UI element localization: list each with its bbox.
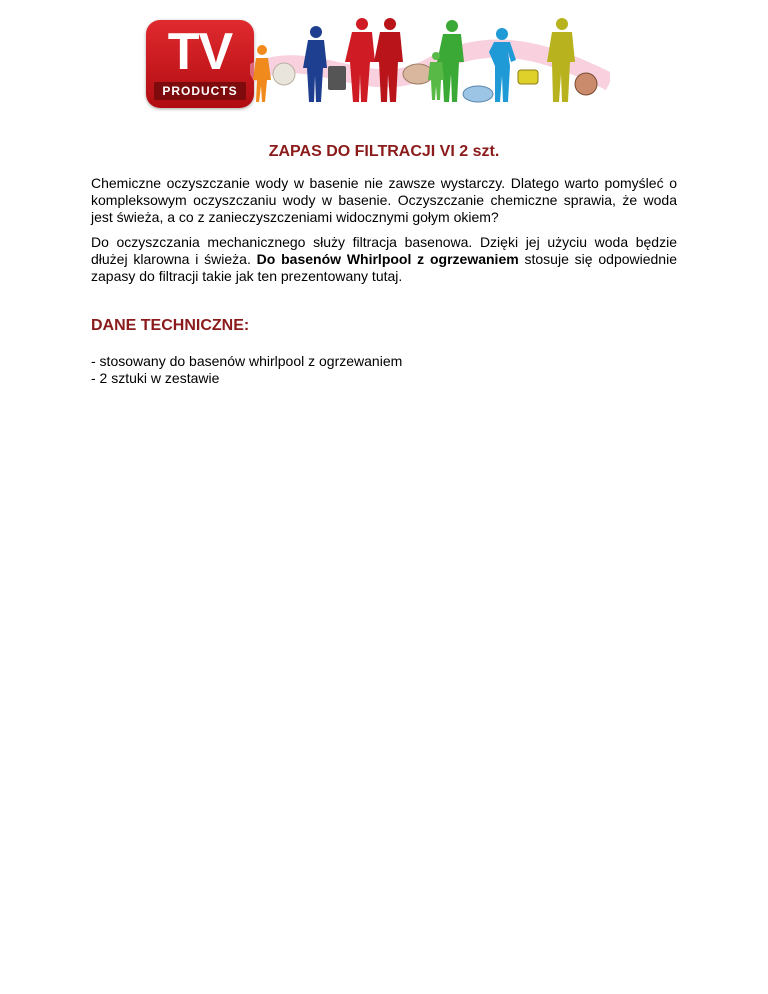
paragraph-2-bold-text: Do basenów Whirlpool z ogrzewaniem [256,251,519,267]
logo-products-text: PRODUCTS [154,82,246,100]
figure-cyan [489,28,516,102]
list-item: - stosowany do basenów whirlpool z ogrzewaniem [91,353,403,369]
product-thumb-4 [463,86,493,102]
page-title: ZAPAS DO FILTRACJI VI 2 szt. [268,143,500,160]
product-thumb-1 [273,63,295,85]
product-thumb-5 [518,70,538,84]
paragraph-2-text-end: stosuje się odpowiednie zapasy do filtracji takie jak ten prezentowany tutaj. [91,251,677,284]
product-thumb-6 [575,73,597,95]
tv-products-logo [146,20,254,108]
figure-olive [547,18,575,102]
description-paragraph-1: Chemiczne oczyszczanie wody w basenie nie zawsze wystarczy. Dlatego warto pomyśleć o kompleksowym oczyszczaniu wody w basenie. Oczyszczanie chemiczne sprawia, że woda jest świeża, a co z zanieczyszczeniami widocznymi gołym okiem? [91,175,677,225]
figure-navy [303,26,327,102]
figure-green [437,20,464,102]
paragraph-2-text-start: Do oczyszczania mechanicznego służy filtracja basenowa. Dzięki jej użyciu woda będzie dłużej klarowna i świeża. [91,234,677,267]
logo-tv-text: TV [167,23,233,81]
header-banner [140,12,610,112]
description-paragraph-2 [91,234,677,285]
list-item: - 2 sztuki w zestawie [91,370,220,386]
product-thumb-2 [328,66,346,90]
technical-data-list [91,353,402,387]
figure-red-1 [345,18,375,102]
people-silhouettes-illustration [250,12,610,112]
product-thumb-3 [403,64,433,84]
figure-red-2 [374,18,403,102]
technical-data-heading: DANE TECHNICZNE: [91,317,250,334]
figure-orange [253,45,271,102]
